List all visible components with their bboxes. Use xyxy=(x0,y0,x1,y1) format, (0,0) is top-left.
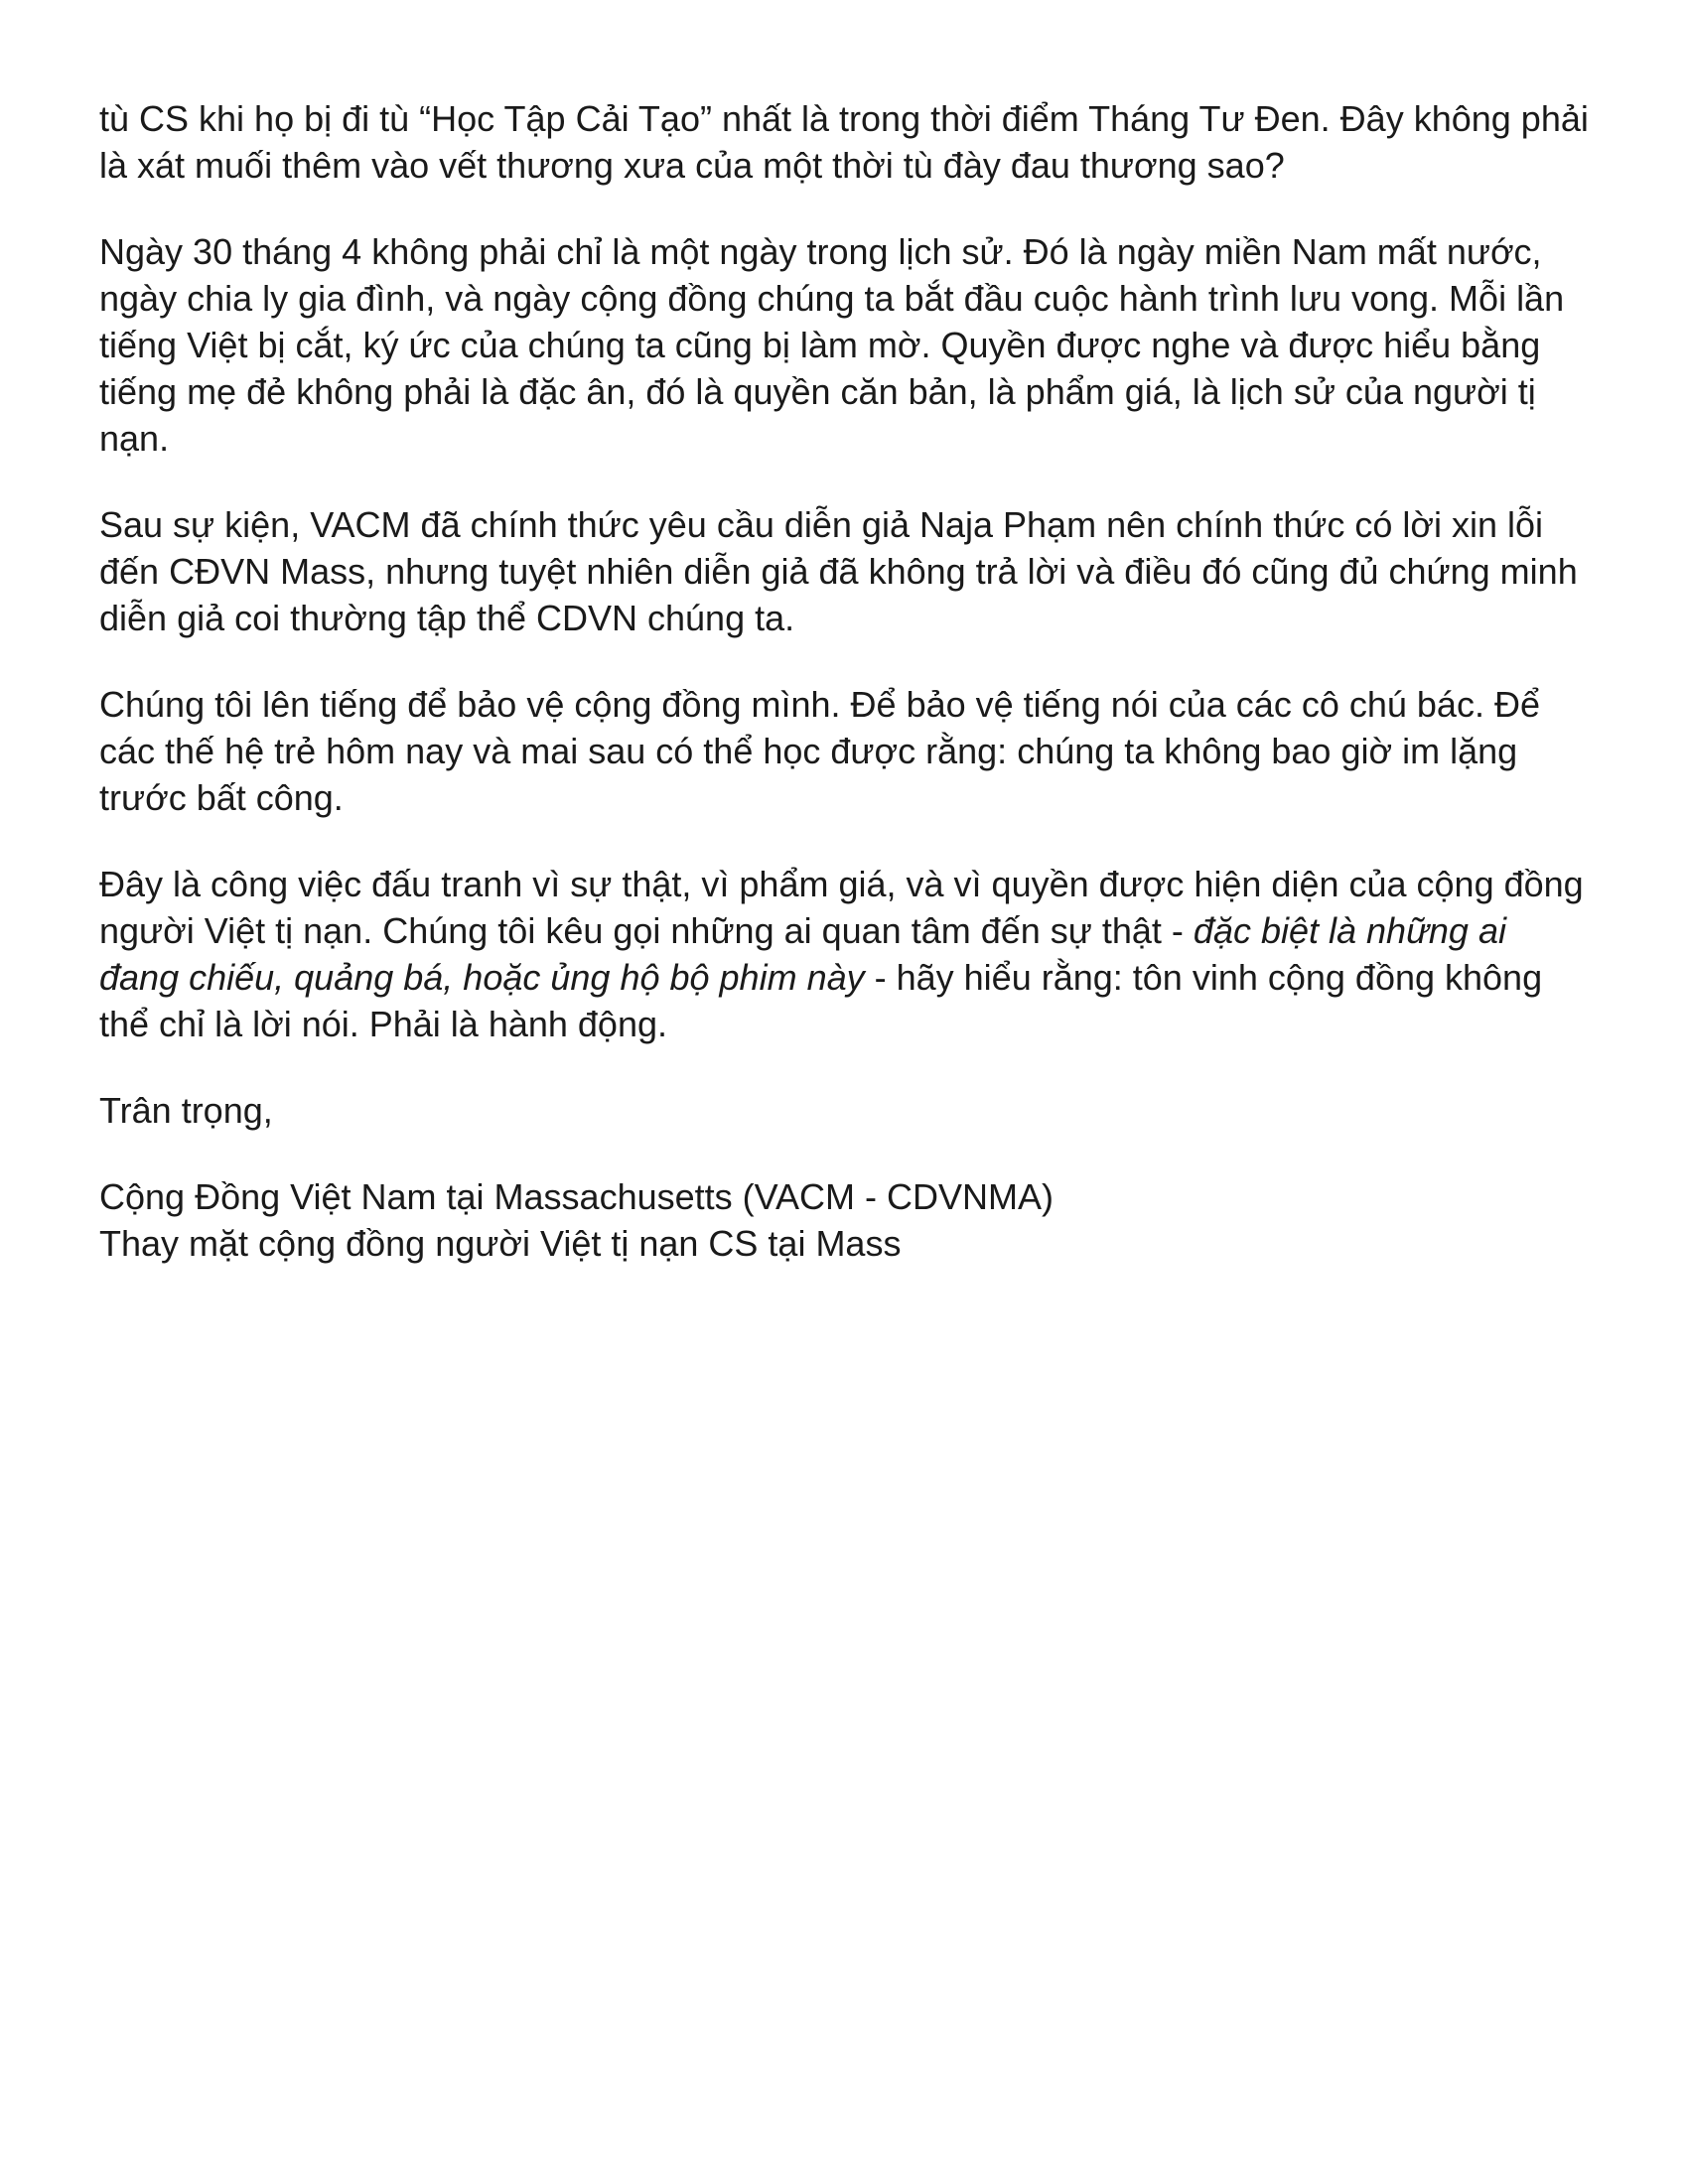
paragraph-april-30: Ngày 30 tháng 4 không phải chỉ là một ngày trong lịch sử. Đó là ngày miền Nam mất nước, ngày chia ly gia đình, và ngày cộng đồng chúng ta bắt đầu cuộc hành trình lưu vong. Mỗi lần tiếng Việt bị cắt, ký ức của chúng ta cũng bị làm mờ. Quyền được nghe và được hiểu bằng tiếng mẹ đẻ không phải là đặc ân, đó là quyền căn bản, là phẩm giá, là lịch sử của người tị nạn. xyxy=(99,231,1565,459)
call-to-action-italic: đặc biệt là những ai đang chiếu, quảng bá, hoặc ủng hộ bộ phim này xyxy=(99,910,1506,998)
paragraph-call-to-action xyxy=(99,861,1589,1047)
paragraph-apology-request: Sau sự kiện, VACM đã chính thức yêu cầu diễn giả Naja Phạm nên chính thức có lời xin lỗi đến CĐVN Mass, nhưng tuyệt nhiên diễn giả đã không trả lời và điều đó cũng đủ chứng minh diễn giả coi thường tập thể CDVN chúng ta. xyxy=(99,504,1578,638)
signature-organization: Cộng Đồng Việt Nam tại Massachusetts (VACM - CDVNMA) xyxy=(99,1176,1054,1217)
paragraph-reeducation: tù CS khi họ bị đi tù “Học Tập Cải Tạo” nhất là trong thời điểm Tháng Tư Đen. Đây không phải là xát muối thêm vào vết thương xưa của một thời tù đày đau thương sao? xyxy=(99,98,1589,186)
document-page xyxy=(99,95,1589,1306)
call-to-action-text-1: Đây là công việc đấu tranh vì sự thật, vì phẩm giá, và vì quyền được hiện diện của cộng đồng người Việt tị nạn. Chúng tôi kêu gọi những ai quan tâm đến sự thật - xyxy=(99,864,1584,951)
call-to-action-text-2: - hãy hiểu rằng: tôn vinh cộng đồng không thể chỉ là lời nói. Phải là hành động. xyxy=(99,957,1543,1044)
closing-salutation: Trân trọng, xyxy=(99,1090,273,1131)
paragraph-speak-up: Chúng tôi lên tiếng để bảo vệ cộng đồng mình. Để bảo vệ tiếng nói của các cô chú bác. Để các thế hệ trẻ hôm nay và mai sau có thể học được rằng: chúng ta không bao giờ im lặng trước bất công. xyxy=(99,684,1540,818)
signature-block xyxy=(99,1173,1589,1267)
signature-representation: Thay mặt cộng đồng người Việt tị nạn CS tại Mass xyxy=(99,1223,902,1264)
